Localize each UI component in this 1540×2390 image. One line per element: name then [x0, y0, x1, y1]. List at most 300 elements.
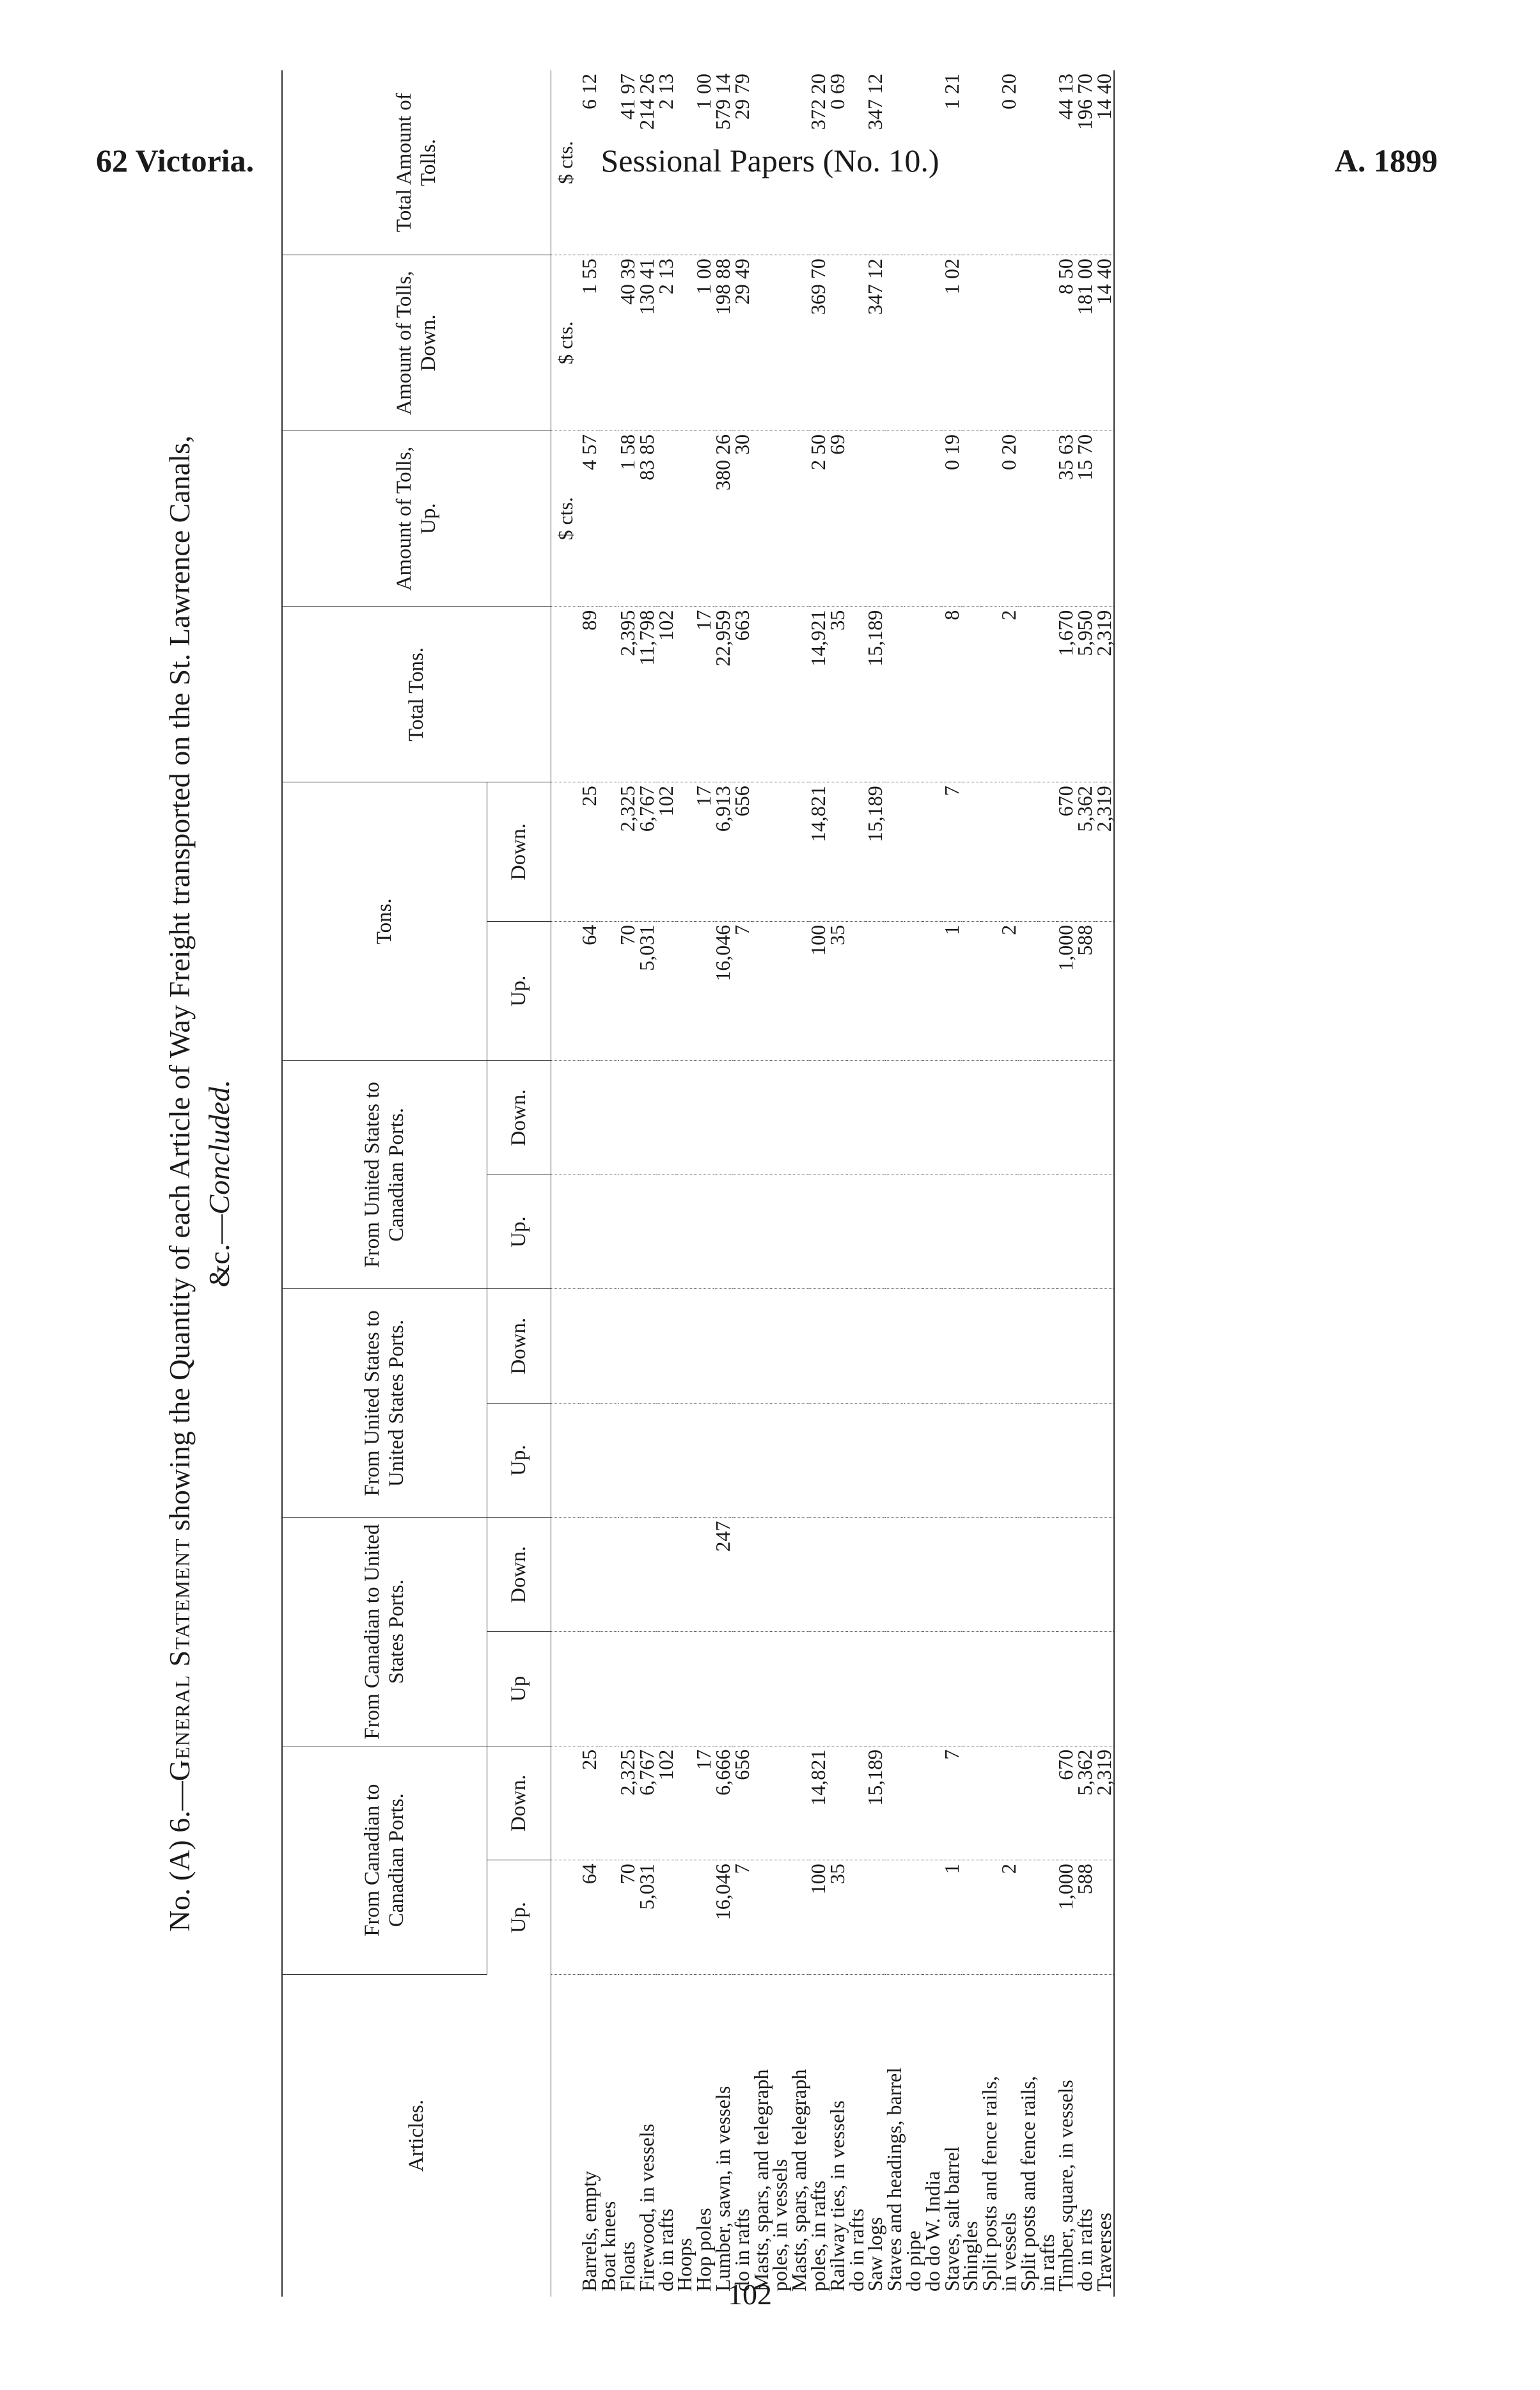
cell-article: in rafts	[1035, 2234, 1058, 2291]
cell-tolls-up	[885, 431, 904, 606]
cell-tons-up	[675, 921, 695, 1060]
cell-tolls-up: 4 57	[580, 431, 599, 606]
cell-cu-down	[942, 1517, 961, 1632]
cell-article: poles, in vessels	[768, 2158, 792, 2291]
cell-uc-up	[637, 1175, 656, 1289]
table-row	[618, 70, 638, 2297]
table-row	[1076, 70, 1095, 2297]
cell-tolls-down: 29 49	[732, 255, 751, 431]
cell-uu-down	[923, 1289, 942, 1404]
table-row	[942, 70, 961, 2297]
cell-uc-down	[1057, 1061, 1076, 1175]
cell-total-tons: 2	[1000, 606, 1019, 782]
cell-article: Lumber, sawn, in vessels	[711, 2085, 734, 2291]
cell-cc-up: 5,031	[637, 1860, 656, 1975]
cell-tons-up	[847, 921, 866, 1060]
cell-tolls-up	[771, 431, 790, 606]
cell-cu-up	[866, 1632, 885, 1746]
cell-tolls-up	[923, 431, 942, 606]
cell-uu-up	[885, 1404, 904, 1518]
cell-tolls-up: 1 58	[618, 431, 638, 606]
cell-cu-down	[1037, 1517, 1057, 1632]
cell-uu-up	[961, 1404, 980, 1518]
cell-tolls-down: 40 39	[618, 255, 638, 431]
cell-uu-up	[847, 1404, 866, 1518]
cell-cu-up	[1000, 1632, 1019, 1746]
cell-total-tons: 22,959	[714, 606, 733, 782]
cell-uc-up	[675, 1175, 695, 1289]
cell-cc-up	[847, 1860, 866, 1975]
cell-tolls-down	[1000, 255, 1019, 431]
cell-uu-up	[695, 1404, 714, 1518]
cell-tons-up	[656, 921, 675, 1060]
cell-uu-down	[1095, 1289, 1115, 1404]
cell-total-tolls: 0 69	[828, 70, 847, 255]
cell-article: Masts, spars, and telegraph	[749, 2069, 773, 2291]
cell-cu-up	[847, 1632, 866, 1746]
cell-tons-down	[885, 782, 904, 922]
col-uu-up: Up.	[487, 1404, 551, 1518]
cell-uu-down	[904, 1289, 923, 1404]
cell-uu-up	[732, 1404, 751, 1518]
table-row	[866, 70, 885, 2297]
cell-article: do in rafts	[654, 2208, 677, 2291]
cell-tolls-down: 181 00	[1076, 255, 1095, 431]
cell-uc-up	[866, 1175, 885, 1289]
cell-tons-up: 35	[828, 921, 847, 1060]
cell-uc-down	[732, 1061, 751, 1175]
cell-cu-up	[942, 1632, 961, 1746]
table-title	[160, 70, 239, 2297]
cell-cu-down	[656, 1517, 675, 1632]
cell-tons-down	[904, 782, 923, 922]
currency-tolls-down: $ cts.	[551, 255, 580, 431]
cell-cu-up	[637, 1632, 656, 1746]
col-uc-up: Up.	[487, 1175, 551, 1289]
cell-total-tolls: 372 20	[809, 70, 828, 255]
cell-cc-up	[866, 1860, 885, 1975]
cell-cc-up: 70	[618, 1860, 638, 1975]
cell-uu-down	[751, 1289, 771, 1404]
cell-total-tolls	[885, 70, 904, 255]
cell-cc-down	[961, 1746, 980, 1860]
cell-cu-up	[809, 1632, 828, 1746]
cell-tolls-up: 0 20	[1000, 431, 1019, 606]
cell-cu-up	[695, 1632, 714, 1746]
cell-uu-down	[961, 1289, 980, 1404]
cell-cu-up	[675, 1632, 695, 1746]
cell-tons-up: 2	[1000, 921, 1019, 1060]
cell-cc-up: 64	[580, 1860, 599, 1975]
cell-tons-up: 70	[618, 921, 638, 1060]
cell-uc-down	[771, 1061, 790, 1175]
cell-tolls-down	[885, 255, 904, 431]
cell-uu-down	[599, 1289, 618, 1404]
freight-table	[281, 70, 1115, 2297]
col-tons-up: Up.	[487, 921, 551, 1060]
table-row	[695, 70, 714, 2297]
cell-tons-down: 17	[695, 782, 714, 922]
cell-total-tons: 89	[580, 606, 599, 782]
col-group-tons: Tons.	[282, 782, 487, 1061]
cell-tons-up	[866, 921, 885, 1060]
cell-tons-down	[1018, 782, 1037, 922]
cell-tolls-up: 2 50	[809, 431, 828, 606]
cell-uu-up	[942, 1404, 961, 1518]
cell-uu-up	[599, 1404, 618, 1518]
cell-uu-up	[980, 1404, 1000, 1518]
cell-cc-up	[923, 1860, 942, 1975]
cell-tons-up: 1,000	[1057, 921, 1076, 1060]
cell-uu-up	[866, 1404, 885, 1518]
cell-cu-down	[961, 1517, 980, 1632]
cell-tolls-up: 35 63	[1057, 431, 1076, 606]
cell-uu-down	[675, 1289, 695, 1404]
cell-total-tolls: 6 12	[580, 70, 599, 255]
cell-uc-down	[904, 1061, 923, 1175]
cell-total-tons: 2,319	[1095, 606, 1115, 782]
cell-tolls-up: 30	[732, 431, 751, 606]
page-number: 102	[728, 2278, 772, 2311]
col-total-tons: Total Tons.	[282, 606, 551, 782]
cell-tolls-down: 130 41	[637, 255, 656, 431]
cell-total-tons: 2,395	[618, 606, 638, 782]
cell-cu-down	[637, 1517, 656, 1632]
cell-uc-down	[961, 1061, 980, 1175]
cell-uu-up	[904, 1404, 923, 1518]
cell-uu-up	[1076, 1404, 1095, 1518]
cell-article: in vessels	[996, 2212, 1020, 2291]
cell-tons-up	[1095, 921, 1115, 1060]
cell-cc-down: 6,767	[637, 1746, 656, 1860]
cell-uu-up	[714, 1404, 733, 1518]
cell-cu-up	[885, 1632, 904, 1746]
cell-tons-up	[961, 921, 980, 1060]
table-row	[771, 70, 790, 2297]
cell-tons-down: 6,913	[714, 782, 733, 922]
cell-uc-up	[1000, 1175, 1019, 1289]
title-prefix: No. (A) 6.—	[163, 1781, 196, 1932]
cell-tolls-down	[904, 255, 923, 431]
cell-total-tolls: 214 26	[637, 70, 656, 255]
cell-uu-up	[656, 1404, 675, 1518]
cell-tolls-down	[828, 255, 847, 431]
table-row	[904, 70, 923, 2297]
cell-cu-down	[809, 1517, 828, 1632]
cell-total-tons: 1,670	[1057, 606, 1076, 782]
table-row	[980, 70, 1000, 2297]
cell-cc-down: 15,189	[866, 1746, 885, 1860]
cell-uu-up	[1000, 1404, 1019, 1518]
cell-uc-down	[885, 1061, 904, 1175]
cell-cc-up: 100	[809, 1860, 828, 1975]
table-row	[751, 70, 771, 2297]
cell-tons-up	[980, 921, 1000, 1060]
cell-cc-up	[980, 1860, 1000, 1975]
cell-tolls-down: 1 00	[695, 255, 714, 431]
cell-uu-down	[866, 1289, 885, 1404]
cell-total-tons	[961, 606, 980, 782]
cell-article: Shingles	[959, 2220, 982, 2291]
cell-cc-down: 25	[580, 1746, 599, 1860]
table-row	[580, 70, 599, 2297]
cell-uc-down	[751, 1061, 771, 1175]
cell-uu-up	[1018, 1404, 1037, 1518]
cell-total-tons: 5,950	[1076, 606, 1095, 782]
cell-tolls-up: 380 26	[714, 431, 733, 606]
cell-uc-up	[942, 1175, 961, 1289]
cell-uc-down	[1076, 1061, 1095, 1175]
cell-cu-up	[618, 1632, 638, 1746]
currency-row	[551, 70, 580, 2297]
table-row	[961, 70, 980, 2297]
cell-tons-up: 16,046	[714, 921, 733, 1060]
cell-cc-up	[675, 1860, 695, 1975]
cell-uu-up	[923, 1404, 942, 1518]
cell-uc-up	[1095, 1175, 1115, 1289]
cell-uu-up	[828, 1404, 847, 1518]
cell-tolls-down	[961, 255, 980, 431]
cell-uc-up	[1057, 1175, 1076, 1289]
table-row	[675, 70, 695, 2297]
table-row	[656, 70, 675, 2297]
cell-uc-up	[904, 1175, 923, 1289]
cell-uc-down	[809, 1061, 828, 1175]
cell-cc-up: 1,000	[1057, 1860, 1076, 1975]
cell-total-tolls	[904, 70, 923, 255]
cell-uc-up	[618, 1175, 638, 1289]
cell-article: poles, in rafts	[806, 2180, 829, 2291]
col-total-tolls: Total Amount of Tolls.	[282, 70, 551, 255]
cell-cu-down	[1076, 1517, 1095, 1632]
cell-tolls-up	[961, 431, 980, 606]
cell-tolls-down	[980, 255, 1000, 431]
cell-cc-up: 2	[1000, 1860, 1019, 1975]
cell-uc-up	[732, 1175, 751, 1289]
cell-tons-down: 5,362	[1076, 782, 1095, 922]
cell-cc-down: 14,821	[809, 1746, 828, 1860]
cell-cc-down: 656	[732, 1746, 751, 1860]
col-cc-down: Down.	[487, 1746, 551, 1860]
cell-tolls-down: 1 55	[580, 255, 599, 431]
table-row	[790, 70, 809, 2297]
currency-total-tolls: $ cts.	[551, 70, 580, 255]
cell-total-tolls	[751, 70, 771, 255]
cell-cu-down	[790, 1517, 809, 1632]
cell-uc-up	[923, 1175, 942, 1289]
cell-cu-down	[1000, 1517, 1019, 1632]
cell-tons-up	[771, 921, 790, 1060]
cell-tolls-up	[656, 431, 675, 606]
col-group-uc: From United States to Canadian Ports.	[282, 1061, 487, 1289]
cell-cu-up	[1057, 1632, 1076, 1746]
cell-tons-down	[980, 782, 1000, 922]
cell-uc-down	[695, 1061, 714, 1175]
col-tolls-up: Amount of Tolls, Up.	[282, 431, 551, 606]
cell-tons-down: 670	[1057, 782, 1076, 922]
cell-total-tons	[675, 606, 695, 782]
cell-total-tons	[751, 606, 771, 782]
cell-uc-up	[980, 1175, 1000, 1289]
cell-cc-down: 6,666	[714, 1746, 733, 1860]
cell-tolls-up	[1018, 431, 1037, 606]
cell-total-tolls: 44 13	[1057, 70, 1076, 255]
cell-tolls-up	[847, 431, 866, 606]
cell-tons-down	[828, 782, 847, 922]
cell-article: Split posts and fence rails,	[1016, 2076, 1039, 2291]
col-articles: Articles.	[282, 1974, 551, 2297]
cell-uu-up	[790, 1404, 809, 1518]
cell-article: Boat knees	[597, 2201, 620, 2291]
col-tons-down: Down.	[487, 782, 551, 922]
table-row	[732, 70, 751, 2297]
cell-uc-down	[847, 1061, 866, 1175]
cell-cu-down	[1057, 1517, 1076, 1632]
cell-uc-down	[923, 1061, 942, 1175]
cell-tolls-down: 8 50	[1057, 255, 1076, 431]
cell-cu-up	[1018, 1632, 1037, 1746]
cell-cc-up	[1018, 1860, 1037, 1975]
table-row	[923, 70, 942, 2297]
header-year: A. 1899	[1334, 143, 1438, 178]
cell-uu-down	[1018, 1289, 1037, 1404]
cell-tons-down: 14,821	[809, 782, 828, 922]
cell-uc-up	[847, 1175, 866, 1289]
cell-uc-down	[828, 1061, 847, 1175]
cell-uu-down	[1037, 1289, 1057, 1404]
col-cu-up: Up	[487, 1632, 551, 1746]
cell-total-tolls: 2 13	[656, 70, 675, 255]
currency-tolls-up: $ cts.	[551, 431, 580, 606]
cell-total-tons: 15,189	[866, 606, 885, 782]
cell-uu-up	[1037, 1404, 1057, 1518]
cell-article: do do W. India	[920, 2171, 944, 2291]
title-line2-prefix: &c.—	[203, 1214, 235, 1288]
cell-article: do in rafts	[1073, 2208, 1097, 2291]
cell-cu-up	[732, 1632, 751, 1746]
cell-uc-up	[1076, 1175, 1095, 1289]
cell-tons-down: 656	[732, 782, 751, 922]
cell-cc-up	[751, 1860, 771, 1975]
cell-cc-down	[828, 1746, 847, 1860]
cell-total-tons: 102	[656, 606, 675, 782]
cell-article: Traverses	[1095, 1974, 1115, 2297]
cell-total-tons	[904, 606, 923, 782]
cell-total-tons: 35	[828, 606, 847, 782]
cell-tolls-down	[751, 255, 771, 431]
cell-total-tolls	[1018, 70, 1037, 255]
cell-tons-up: 64	[580, 921, 599, 1060]
cell-cc-down: 670	[1057, 1746, 1076, 1860]
cell-tolls-up: 69	[828, 431, 847, 606]
cell-cc-down	[1000, 1746, 1019, 1860]
cell-cu-down	[904, 1517, 923, 1632]
cell-total-tolls: 1 21	[942, 70, 961, 255]
cell-uc-down	[942, 1061, 961, 1175]
table-row	[1037, 70, 1057, 2297]
cell-cu-up	[580, 1632, 599, 1746]
cell-cc-down: 17	[695, 1746, 714, 1860]
cell-article: Staves, salt barrel	[939, 2146, 963, 2291]
cell-cc-down	[980, 1746, 1000, 1860]
cell-uu-down	[618, 1289, 638, 1404]
cell-total-tons: 8	[942, 606, 961, 782]
cell-total-tolls: 1 00	[695, 70, 714, 255]
cell-total-tolls: 0 20	[1000, 70, 1019, 255]
cell-tons-up: 7	[732, 921, 751, 1060]
cell-tolls-down: 2 13	[656, 255, 675, 431]
cell-cu-down	[847, 1517, 866, 1632]
cell-cc-down	[904, 1746, 923, 1860]
cell-tolls-up	[1095, 431, 1115, 606]
cell-cu-up	[923, 1632, 942, 1746]
cell-uu-up	[809, 1404, 828, 1518]
cell-total-tolls	[923, 70, 942, 255]
cell-cu-down	[1095, 1517, 1115, 1632]
cell-cc-down	[923, 1746, 942, 1860]
col-uc-down: Down.	[487, 1061, 551, 1175]
cell-tolls-down: 198 88	[714, 255, 733, 431]
cell-uu-down	[714, 1289, 733, 1404]
cell-total-tons	[1018, 606, 1037, 782]
cell-cu-down	[923, 1517, 942, 1632]
cell-cu-down	[580, 1517, 599, 1632]
cell-total-tons: 17	[695, 606, 714, 782]
cell-article: do pipe	[901, 2230, 925, 2291]
cell-cc-down: 2,319	[1095, 1746, 1115, 1860]
cell-uu-down	[980, 1289, 1000, 1404]
cell-uu-down	[580, 1289, 599, 1404]
cell-cc-up: 35	[828, 1860, 847, 1975]
cell-uc-down	[714, 1061, 733, 1175]
cell-uu-down	[695, 1289, 714, 1404]
cell-cc-up: 16,046	[714, 1860, 733, 1975]
col-cu-down: Down.	[487, 1517, 551, 1632]
cell-article: do in rafts	[730, 2208, 753, 2291]
cell-cu-down	[732, 1517, 751, 1632]
cell-article: Timber, square, in vessels	[1054, 2080, 1078, 2291]
cell-cc-up	[1095, 1860, 1115, 1975]
cell-cu-up	[751, 1632, 771, 1746]
title-rest: showing the Quantity of each Article of Way Freight transported on the St. Lawrence Canals,	[163, 435, 196, 1539]
cell-tons-down: 2,325	[618, 782, 638, 922]
cell-article: Hoops	[673, 2238, 696, 2291]
cell-uc-down	[656, 1061, 675, 1175]
col-group-uu: From United States to United States Ports.	[282, 1289, 487, 1517]
cell-total-tolls: 579 14	[714, 70, 733, 255]
cell-cc-down	[771, 1746, 790, 1860]
cell-tons-down: 6,767	[637, 782, 656, 922]
cell-cu-down	[1018, 1517, 1037, 1632]
cell-tons-up: 1	[942, 921, 961, 1060]
cell-cc-up	[961, 1860, 980, 1975]
cell-uu-down	[1000, 1289, 1019, 1404]
table-row	[1018, 70, 1037, 2297]
title-concluded: Concluded.	[203, 1079, 235, 1215]
cell-uc-up	[771, 1175, 790, 1289]
cell-tolls-up	[904, 431, 923, 606]
table-row	[1000, 70, 1019, 2297]
cell-cu-up	[904, 1632, 923, 1746]
freight-table-wrapper	[281, 70, 1115, 2297]
cell-total-tons: 11,798	[637, 606, 656, 782]
cell-uc-down	[637, 1061, 656, 1175]
cell-tolls-down: 14 40	[1095, 255, 1115, 431]
cell-tolls-down: 1 02	[942, 255, 961, 431]
table-body	[551, 70, 1114, 2297]
cell-cc-down	[1018, 1746, 1037, 1860]
cell-cu-up	[1095, 1632, 1115, 1746]
